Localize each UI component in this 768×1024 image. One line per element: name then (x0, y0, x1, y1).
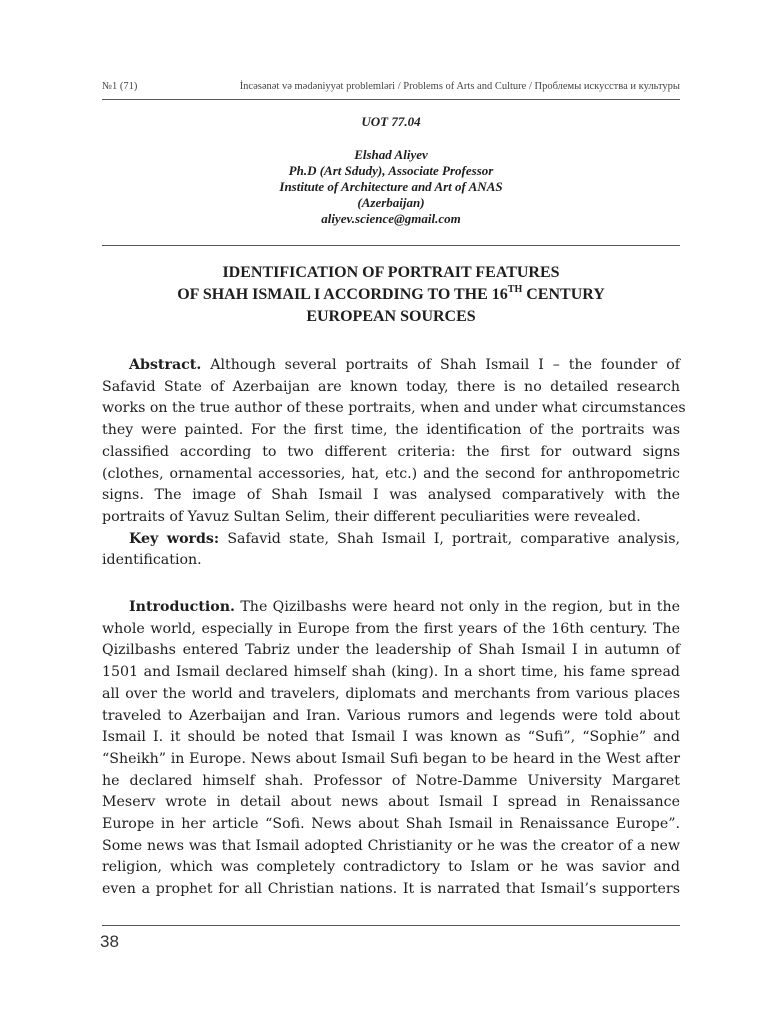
title-superscript: TH (507, 284, 523, 295)
article-meta (102, 114, 680, 130)
abstract-line-6: signs. The image of Shah Ismail I was analysed comparatively with the (102, 487, 680, 504)
introduction-lead: Introduction. (129, 599, 235, 615)
footer-rule (102, 925, 680, 926)
abstract-line-5: (clothes, ornamental accessories, hat, etc.) and the second for anthropometric (102, 465, 680, 482)
meta-rule (102, 245, 680, 246)
intro-line-4: all over the world and travelers, diplomats and merchants from various places (102, 685, 680, 702)
intro-line-11: Some news was that Ismail adopted Christianity or he was the creator of a new (102, 837, 680, 854)
journal-titles: İncəsənət və mədəniyyət problemləri / Problems of Arts and Culture / Проблемы искусства и культуры (239, 81, 680, 92)
intro-line-10: Europe in her article “Sofi. News about Shah Ismail in Renaissance Europe”. (102, 816, 680, 833)
intro-line-6: Ismail I. it should be noted that Ismail I was known as “Sufi”, “Sophie” and (102, 729, 680, 746)
abstract-lead: Abstract. (129, 357, 202, 373)
intro-line-3: 1501 and Ismail declared himself shah (king). In a short time, his fame spread (102, 664, 680, 681)
abstract-line-7: portraits of Yavuz Sultan Selim, their different peculiarities were revealed. (102, 508, 641, 525)
introduction-section (102, 597, 680, 901)
keywords-lead: Key words: (129, 530, 220, 547)
author-email: aliyev.science@gmail.com (321, 211, 461, 226)
keywords-line-0: Safavid state, Shah Ismail I, portrait, comparative analysis, (227, 530, 680, 547)
keywords-line (102, 529, 680, 551)
issue-number: №1 (71) (102, 81, 138, 92)
intro-line-0: The Qizilbashs were heard not only in the region, but in the (240, 599, 680, 615)
abstract-line-2: works on the true author of these portraits, when and under what circumstances (102, 400, 686, 417)
intro-line-2: Qizilbashs entered Tabriz under the leadership of Shah Ismail I in autumn of (102, 642, 680, 659)
intro-line-7: “Sheikh” in Europe. News about Ismail Sufi began to be heard in the West after (102, 750, 680, 767)
author-degree: Ph.D (Art Sdudy), Associate Professor (288, 163, 494, 178)
abstract-line-4: classified according to two different criteria: the first for outward signs (102, 443, 680, 460)
title-line-1: IDENTIFICATION OF PORTRAIT FEATURES (222, 264, 560, 281)
intro-line-8: he declared himself shah. Professor of Notre-Damme University Margaret (102, 772, 680, 789)
running-header (102, 81, 680, 97)
text-line (102, 355, 680, 377)
author-name: Elshad Aliyev (354, 147, 428, 162)
page-number: 38 (100, 932, 119, 951)
intro-line-12: religion, which was completely contradictory to Islam or he was savior and (102, 859, 680, 876)
header-rule (102, 99, 680, 100)
text-line (102, 597, 680, 619)
article-title (102, 262, 680, 328)
author-block (102, 147, 680, 227)
intro-line-9: Meserv wrote in detail about news about Ismail I spread in Renaissance (102, 794, 680, 811)
title-line-3: EUROPEAN SOURCES (306, 308, 476, 325)
author-institute: Institute of Architecture and Art of ANAS (279, 179, 503, 194)
intro-line-13: even a prophet for all Christian nations. It is narrated that Ismail’s supporters (102, 881, 680, 898)
udc-code: UOT 77.04 (361, 114, 421, 129)
keywords-line-1: identification. (102, 552, 202, 569)
title-line-2-end: CENTURY (522, 286, 605, 303)
abstract-section (102, 355, 686, 572)
intro-line-5: traveled to Azerbaijan and Iran. Various rumors and legends were told about (102, 707, 680, 724)
intro-line-1: whole world, especially in Europe from the first years of the 16th century. The (102, 620, 680, 637)
abstract-line-3: they were painted. For the first time, the identification of the portraits was (102, 422, 680, 439)
abstract-line-1: Safavid State of Azerbaijan are known today, there is no detailed research (102, 378, 680, 395)
title-line-2-text: OF SHAH ISMAIL I ACCORDING TO THE 16 (177, 286, 508, 303)
author-country: (Azerbaijan) (357, 195, 425, 210)
abstract-line-0: Although several portraits of Shah Ismail I – the founder of (210, 357, 680, 373)
title-line-2 (102, 284, 680, 306)
